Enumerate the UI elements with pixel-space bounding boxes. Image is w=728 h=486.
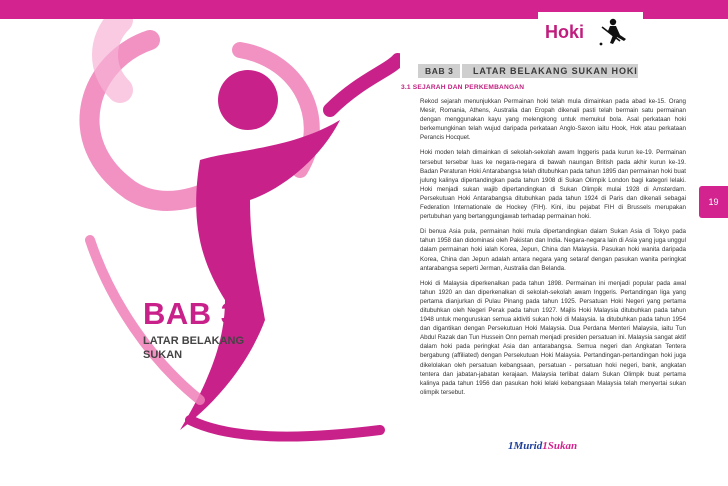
chapter-header-title: LATAR BELAKANG SUKAN HOKI	[473, 66, 638, 76]
page-title: Hoki	[545, 22, 585, 42]
logo-part-2: 1Sukan	[542, 440, 578, 452]
hockey-player-icon	[596, 17, 632, 47]
logo-part-1: 1Murid	[508, 440, 543, 452]
chapter-number: BAB 3	[143, 296, 239, 331]
chapter-tag: BAB 3	[425, 66, 454, 76]
paragraph: Hoki di Malaysia diperkenalkan pada tahun 1898. Permainan ini menjadi popular pada awal tahun 1920 an dan diperkenalkan di sekolah-sekolah awam Inggeris. Pertandingan liga yang pertama dianjurkan di Pulau Pinang pada tahun 1925. Persatuan Hoki Negeri yang pertama ditubuhkan oleh Negeri Perak pada tahun 1927. Majlis Hoki Malaysia ditubuhkan pada tahun 1948 untuk menguruskan semua aktiviti sukan hoki di Malaysia. Ia ditubuhkan pada tahun 1954 dan digantikan dengan Persekutuan Hoki Malaysia. Dua Perdana Menteri Malaysia, iaitu Tun Abdul Razak dan Tun Hussein Onn pernah menjadi presiden persatuan ini. Malaysia sangat aktif dalam hoki pada peringkat Asia dan antarabangsa. Semua negeri dan Angkatan Tentera bergabung (affiliated) dengan Persekutuan Hoki Malaysia. Pertandingan-pertandingan hoki juga dikelolakan oleh persatuan kebangsaan, persatuan - persatuan hoki negeri, bank, angkatan tentera dan jabatan-jabatan kerajaan. Malaysia terlibat dalam Sukan Olimpik buat pertama kalinya pada tahun 1956 dan pasukan hoki lelaki kebangsaan Malaysia telah menyertai sukan olimpik tersebut.	[420, 279, 686, 396]
page-number: 19	[708, 197, 719, 207]
paragraph: Rekod sejarah menunjukkan Permainan hoki telah mula dimainkan pada abad ke-15. Orang Mesir, Romania, Athens, Australia dan Eropah dikenali pasti telah bermain satu permainan dengan menggunakan kayu yang melengkong untuk memukul bola. Asal perkataan hoki berkemungkinan telah wujud daripada perkataan Anglo-Saxon iaitu Hook, Hok atau perkataan Perancis Hocquet.	[420, 98, 686, 142]
campaign-logo	[508, 440, 577, 452]
section-heading: 3.1 SEJARAH DAN PERKEMBANGAN	[401, 84, 525, 91]
paragraph: Di benua Asia pula, permainan hoki mula dipertandingkan dalam Sukan Asia di Tokyo pada tahun 1958 dan didominasi oleh Pakistan dan India. Negara-negara lain di Asia yang juga unggul dalam permainan hoki ialah Korea, Jepun, China dan Malaysia. Pasukan hoki wanita daripada Korea, China dan Jepun adalah antara negara yang setaraf dengan pasukan wanita peringkat antarabangsa seperti Jerman, Australia dan Belanda.	[420, 228, 686, 272]
chapter-divider	[460, 64, 462, 78]
chapter-subtitle: LATAR BELAKANG SUKAN	[143, 335, 245, 361]
paragraph: Hoki moden telah dimainkan di sekolah-sekolah awam Inggeris pada kurun ke-19. Permainan tersebut tersebar luas ke negara-negara di bawah naungan British pada akhir kurun ke-19. Badan Peraturan Hoki Antarabangsa telah ditubuhkan pada tahun 1895 dan permainan hoki buat julung kalinya dipertandingkan pada tahun 1908 di Sukan Olimpik London bagi kategori lelaki. Hoki menjadi sukan wajib dipertandingkan di Sukan Olimpik mulai 1928 di Amsterdam. Persekutuan Hoki Antarabangsa ditubuhkan pada tahun 1924 di Paris dan dikenali sebagai Federation Internationale de Hockey (FIH). Kini, ibu pejabat FIH di Brussels merupakan pertubuhan yang bertanggungjawab terhadap permainan hoki.	[420, 149, 686, 221]
body-text-column	[420, 97, 686, 403]
